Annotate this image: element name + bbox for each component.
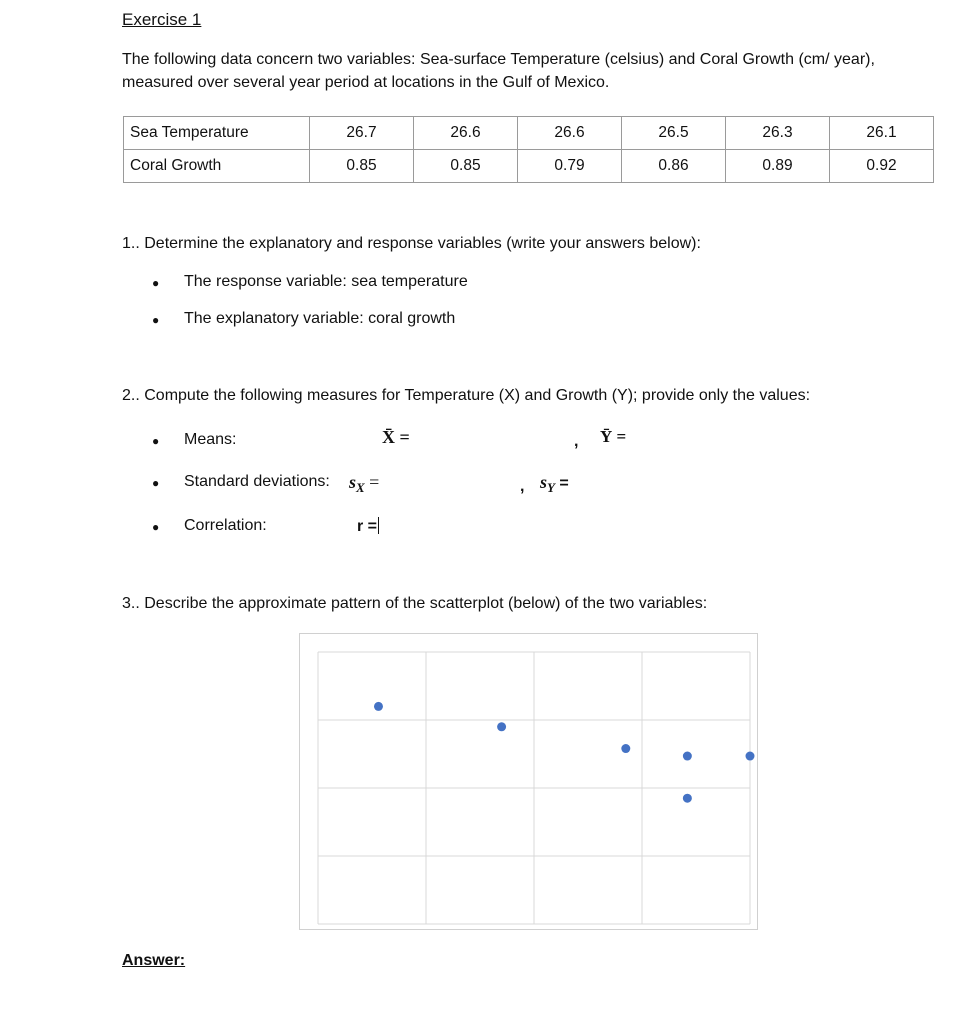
scatter-point — [374, 702, 383, 711]
question-3: 3.. Describe the approximate pattern of the scatterplot (below) of the two variables: — [122, 595, 708, 612]
table-cell: 0.92 — [830, 150, 934, 183]
bullet-icon: ● — [152, 520, 160, 534]
table-cell: 26.5 — [622, 117, 726, 150]
sy-symbol: s — [540, 472, 548, 492]
xbar-field[interactable]: X̄ = — [382, 427, 410, 447]
intro-paragraph: The following data concern two variables: Sea-surface Temperature (celsius) and Coral Growth (cm/ year), measured over several year period at locations in the Gulf of Mexico. — [122, 51, 875, 91]
data-table — [123, 116, 934, 183]
table-cell: 26.3 — [726, 117, 830, 150]
table-cell: 26.6 — [414, 117, 518, 150]
table-row-growth — [124, 150, 934, 183]
row-label: Coral Growth — [124, 150, 310, 183]
chart-frame — [300, 634, 758, 930]
comma: , — [574, 433, 579, 450]
question-1: 1.. Determine the explanatory and response variables (write your answers below): — [122, 235, 701, 252]
exercise-title: Exercise 1 — [122, 10, 202, 29]
sx-subscript: X — [356, 480, 365, 496]
sy-equals: = — [559, 475, 569, 492]
table-cell: 0.89 — [726, 150, 830, 183]
table-cell: 26.1 — [830, 117, 934, 150]
sy-subscript: Y — [547, 480, 555, 496]
scatter-point — [683, 794, 692, 803]
scatter-point — [497, 722, 506, 731]
response-variable-answer[interactable]: The response variable: sea temperature — [184, 273, 468, 290]
r-equals: r = — [357, 518, 378, 535]
scatter-point — [683, 752, 692, 761]
sx-equals: = — [369, 472, 380, 492]
explanatory-variable-answer[interactable]: The explanatory variable: coral growth — [184, 310, 456, 327]
scatter-point — [746, 752, 755, 761]
bullet-icon: ● — [152, 313, 160, 327]
bullet-icon: ● — [152, 476, 160, 490]
question-2: 2.. Compute the following measures for Temperature (X) and Growth (Y); provide only the values: — [122, 387, 811, 404]
scatterplot — [299, 633, 759, 931]
sy-field[interactable] — [540, 472, 569, 496]
sd-label: Standard deviations: — [184, 473, 330, 490]
table-cell: 26.6 — [518, 117, 622, 150]
answer-label: Answer: — [122, 952, 186, 969]
table-cell: 0.79 — [518, 150, 622, 183]
ybar-field[interactable]: Ȳ = — [600, 427, 627, 446]
table-cell: 0.85 — [310, 150, 414, 183]
correlation-field[interactable] — [357, 517, 379, 536]
table-cell: 0.85 — [414, 150, 518, 183]
row-label: Sea Temperature — [124, 117, 310, 150]
bullet-icon: ● — [152, 276, 160, 290]
comma: , — [520, 478, 525, 495]
table-row-temperature — [124, 117, 934, 150]
sx-symbol: s — [349, 472, 357, 492]
scatter-point — [621, 744, 630, 753]
text-cursor — [378, 517, 379, 534]
table-cell: 0.86 — [622, 150, 726, 183]
means-label: Means: — [184, 431, 237, 448]
correlation-label: Correlation: — [184, 517, 267, 534]
table-cell: 26.7 — [310, 117, 414, 150]
sx-field[interactable] — [349, 472, 379, 496]
bullet-icon: ● — [152, 434, 160, 448]
